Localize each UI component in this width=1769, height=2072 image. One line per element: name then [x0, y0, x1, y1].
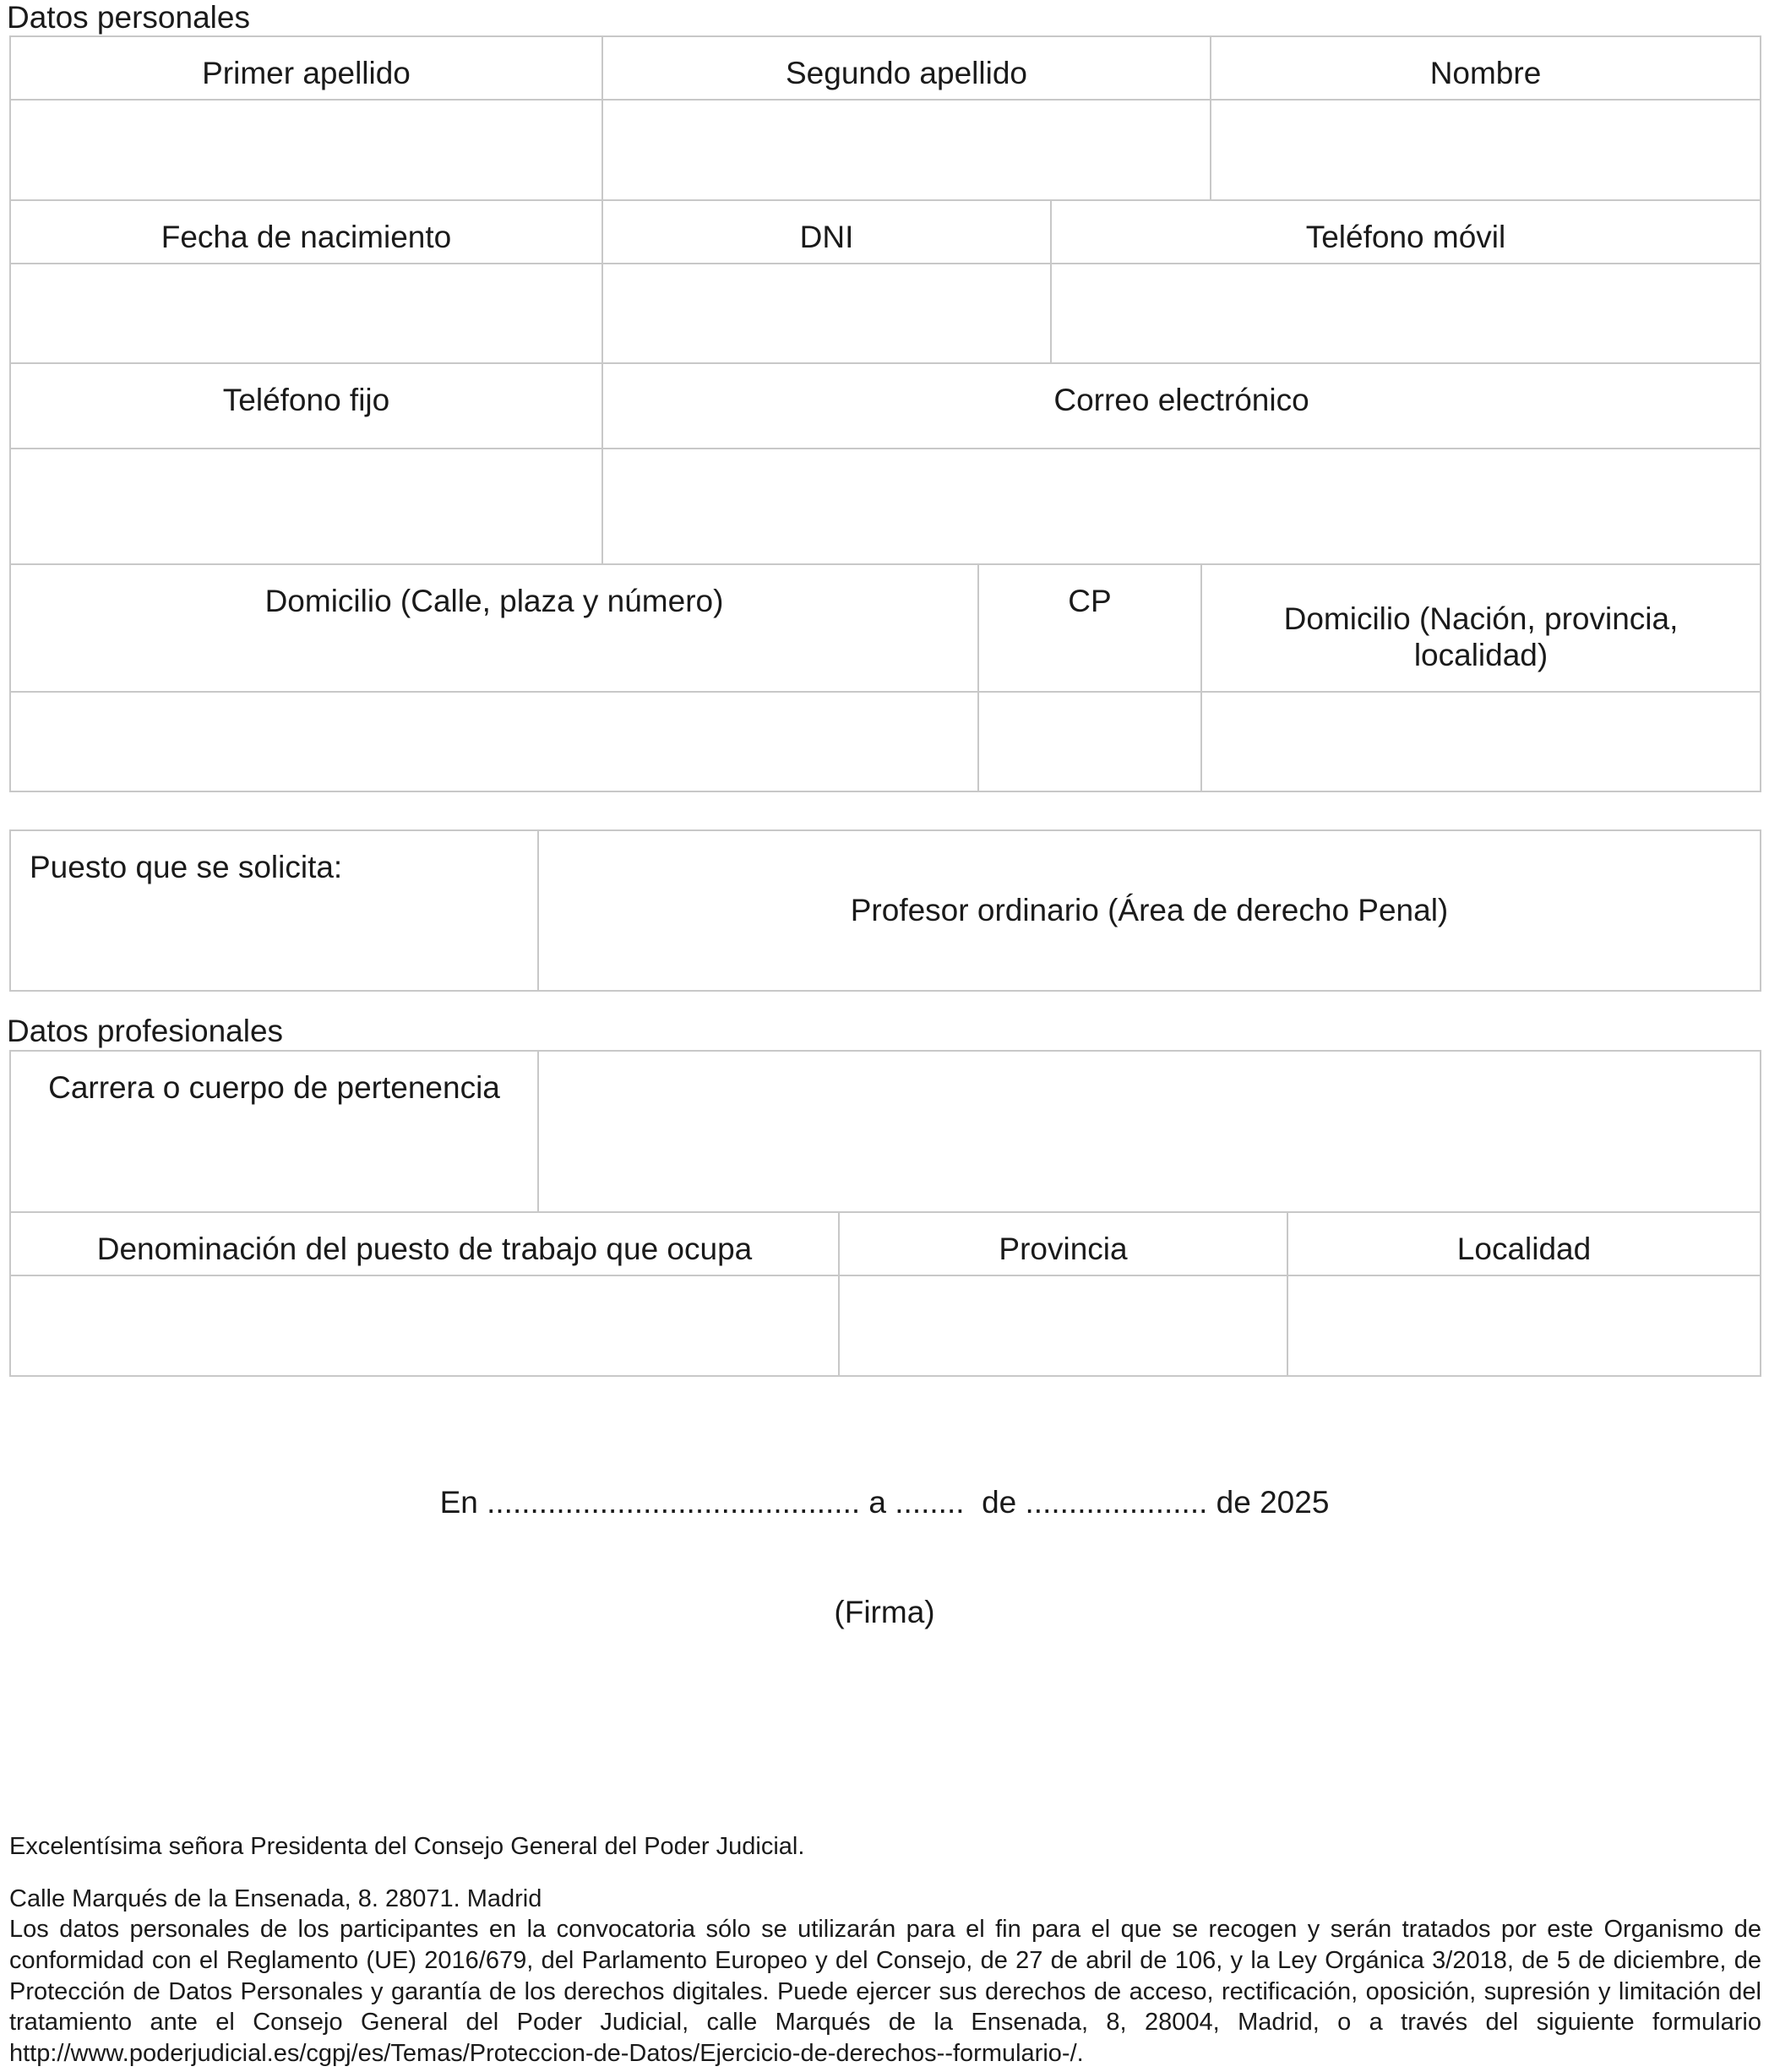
carrera-label-cell [9, 1050, 539, 1213]
header-dni [601, 199, 1052, 264]
fecha-nacimiento-field[interactable] [9, 263, 603, 364]
header-primer-apellido [9, 35, 603, 101]
header-fecha-nacimiento-label: Fecha de nacimiento [161, 220, 452, 254]
header-telefono-fijo [9, 362, 603, 449]
correo-field[interactable] [601, 448, 1761, 565]
telefono-movil-field[interactable] [1050, 263, 1761, 364]
header-domicilio-nacion-line1: Domicilio (Nación, provincia, [1283, 601, 1679, 636]
footer-privacy-notice: Los datos personales de los participantes en la convocatoria sólo se utilizarán para el fin para el que se recogen y serán tratados por este Organismo de conformidad con el Reglamento (UE) 2016/679, del Parlamento Europeo y del Consejo, de 27 de abril de 106, y la Ley Orgánica 3/2018, de 5 de diciembre, de Protección de Datos Personales y garantía de los derechos digitales. Puede ejercer sus derechos de acceso, rectificación, oposición, supresión y limitación del tratamiento ante el Consejo General del Poder Judicial, calle Marqués de la Ensenada, 8, 28004, Madrid, o a través del siguiente formulario http://www.poderjudicial.es/cgpj/es/Temas/Proteccion-de-Datos/Ejercicio-de-derechos--formulario-/. [9, 1916, 1761, 2068]
header-localidad [1287, 1211, 1761, 1276]
primer-apellido-field[interactable] [9, 99, 603, 201]
cp-field[interactable] [977, 691, 1202, 792]
header-nombre-label: Nombre [1429, 56, 1542, 90]
header-segundo-apellido-label: Segundo apellido [786, 56, 1027, 90]
header-domicilio-calle [9, 563, 979, 693]
header-cp [977, 563, 1202, 693]
header-localidad-label: Localidad [1456, 1232, 1592, 1266]
header-primer-apellido-label: Primer apellido [202, 56, 411, 90]
header-correo [601, 362, 1761, 449]
header-denominacion-label: Denominación del puesto de trabajo que ocupa [96, 1232, 753, 1266]
header-denominacion [9, 1211, 840, 1276]
header-domicilio-nacion-line2: localidad) [1413, 637, 1549, 672]
header-domicilio-calle-label: Domicilio (Calle, plaza y número) [264, 584, 724, 618]
carrera-label: Carrera o cuerpo de pertenencia [48, 1070, 500, 1105]
puesto-value-cell [537, 829, 1761, 992]
header-dni-label: DNI [799, 220, 854, 254]
footer-address: Calle Marqués de la Ensenada, 8. 28071. Madrid [9, 1885, 542, 1912]
localidad-field[interactable] [1287, 1275, 1761, 1377]
header-telefono-movil [1050, 199, 1761, 264]
telefono-fijo-field[interactable] [9, 448, 603, 565]
header-fecha-nacimiento [9, 199, 603, 264]
signature-label: (Firma) [834, 1595, 935, 1629]
domicilio-nacion-field[interactable] [1200, 691, 1761, 792]
header-provincia [838, 1211, 1288, 1276]
section-title-personal: Datos personales [7, 0, 250, 35]
dni-field[interactable] [601, 263, 1052, 364]
header-nombre [1210, 35, 1761, 101]
puesto-label-cell [9, 829, 539, 992]
domicilio-calle-field[interactable] [9, 691, 979, 792]
footer-addressee: Excelentísima señora Presidenta del Consejo General del Poder Judicial. [9, 1833, 805, 1860]
carrera-field[interactable] [537, 1050, 1761, 1213]
header-telefono-movil-label: Teléfono móvil [1305, 220, 1506, 254]
nombre-field[interactable] [1210, 99, 1761, 201]
provincia-field[interactable] [838, 1275, 1288, 1377]
puesto-label: Puesto que se solicita: [30, 850, 343, 884]
header-correo-label: Correo electrónico [1053, 383, 1309, 417]
header-domicilio-nacion [1200, 563, 1761, 693]
header-provincia-label: Provincia [999, 1232, 1128, 1266]
denominacion-field[interactable] [9, 1275, 840, 1377]
section-title-professional: Datos profesionales [7, 1014, 284, 1048]
segundo-apellido-field[interactable] [601, 99, 1211, 201]
date-line: En ........................................... a ........ de ..................... de 2025 [439, 1485, 1330, 1520]
header-telefono-fijo-label: Teléfono fijo [222, 383, 390, 417]
header-segundo-apellido [601, 35, 1211, 101]
header-cp-label: CP [1068, 584, 1112, 618]
puesto-value: Profesor ordinario (Área de derecho Penal) [850, 892, 1449, 927]
